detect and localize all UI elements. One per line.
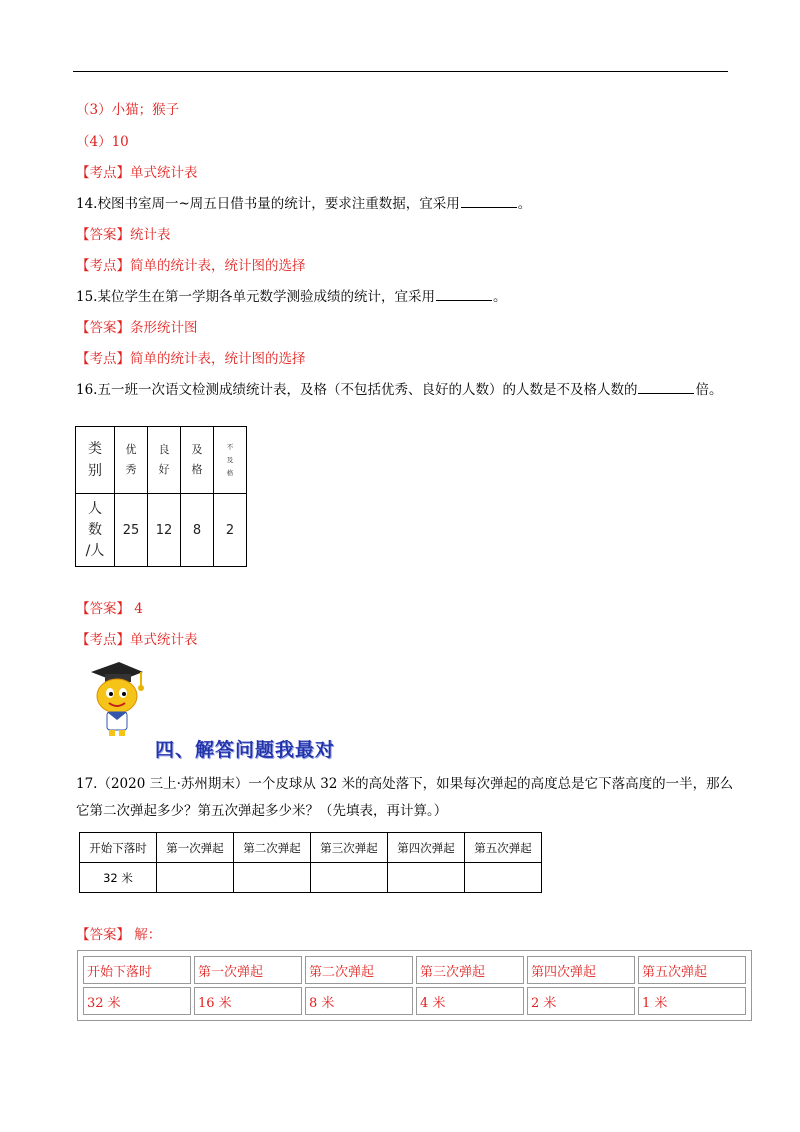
- table-head: 良 好: [148, 427, 181, 494]
- table-head: 及 格: [181, 427, 214, 494]
- table-head: 第五次弹起: [465, 833, 542, 863]
- table-head: 第一次弹起: [194, 956, 302, 984]
- table-cell: 2: [214, 494, 247, 567]
- table-head-category: 类 别: [76, 427, 115, 494]
- question-16: 16.五一班一次语文检测成绩统计表，及格（不包括优秀、良好的人数）的人数是不及格人数的 倍。: [76, 382, 723, 398]
- answer-line-4: （4）10: [76, 134, 129, 150]
- table-cell: 4 米: [416, 987, 524, 1015]
- table-cell: 2 米: [527, 987, 635, 1015]
- kaodian-13: 【考点】单式统计表: [76, 165, 198, 181]
- question-17-line1: 17.（2020 三上·苏州期末）一个皮球从 32 米的高处落下，如果每次弹起的高度总是它下落高度的一半，那么: [76, 776, 734, 792]
- table-head: 第一次弹起: [157, 833, 234, 863]
- answer-line-3: （3）小猫；猴子: [76, 102, 180, 118]
- table-cell: 1 米: [638, 987, 746, 1015]
- table-head: 第三次弹起: [416, 956, 524, 984]
- table-cell: [311, 863, 388, 893]
- question-15: 15.某位学生在第一学期各单元数学测验成绩的统计，宜采用 。: [76, 289, 507, 305]
- section-title: 四、解答问题我最对: [155, 739, 336, 761]
- kaodian-14: 【考点】简单的统计表，统计图的选择: [76, 258, 306, 274]
- table-cell: 8 米: [305, 987, 413, 1015]
- answer-table-frame: [77, 950, 752, 1021]
- table-head: 开始下落时: [80, 833, 157, 863]
- answer-16: 【答案】 4: [76, 601, 143, 617]
- answer-table: [80, 953, 749, 1018]
- table-head: 不 及 格: [214, 427, 247, 494]
- table-head: 第四次弹起: [527, 956, 635, 984]
- table-cell: 32 米: [80, 863, 157, 893]
- table-head: 第三次弹起: [311, 833, 388, 863]
- kaodian-15: 【考点】简单的统计表，统计图的选择: [76, 351, 306, 367]
- table-cell: [234, 863, 311, 893]
- question-17-line2: 它第二次弹起多少？第五次弹起多少米？（先填表，再计算。）: [76, 803, 448, 819]
- table-cell: 8: [181, 494, 214, 567]
- table-head: 第四次弹起: [388, 833, 465, 863]
- header-rule: [73, 71, 728, 72]
- answer-15: 【答案】条形统计图: [76, 320, 198, 336]
- table-cell: [465, 863, 542, 893]
- bounce-table: [79, 832, 542, 893]
- table-head: 优 秀: [115, 427, 148, 494]
- answer-17: 【答案】 解：: [76, 927, 162, 943]
- answer-14: 【答案】统计表: [76, 227, 171, 243]
- table-head: 第二次弹起: [305, 956, 413, 984]
- table-head-count: 人 数 /人: [76, 494, 115, 567]
- table-head: 第五次弹起: [638, 956, 746, 984]
- table-head: 第二次弹起: [234, 833, 311, 863]
- table-cell: 32 米: [83, 987, 191, 1015]
- grade-table: [75, 426, 247, 567]
- kaodian-16: 【考点】单式统计表: [76, 632, 198, 648]
- table-cell: [388, 863, 465, 893]
- table-cell: [157, 863, 234, 893]
- graduate-mascot-icon: [85, 660, 147, 740]
- question-14: 14.校图书室周一~周五日借书量的统计，要求注重数据，宜采用 。: [76, 196, 532, 212]
- table-cell: 16 米: [194, 987, 302, 1015]
- table-cell: 12: [148, 494, 181, 567]
- table-head: 开始下落时: [83, 956, 191, 984]
- table-cell: 25: [115, 494, 148, 567]
